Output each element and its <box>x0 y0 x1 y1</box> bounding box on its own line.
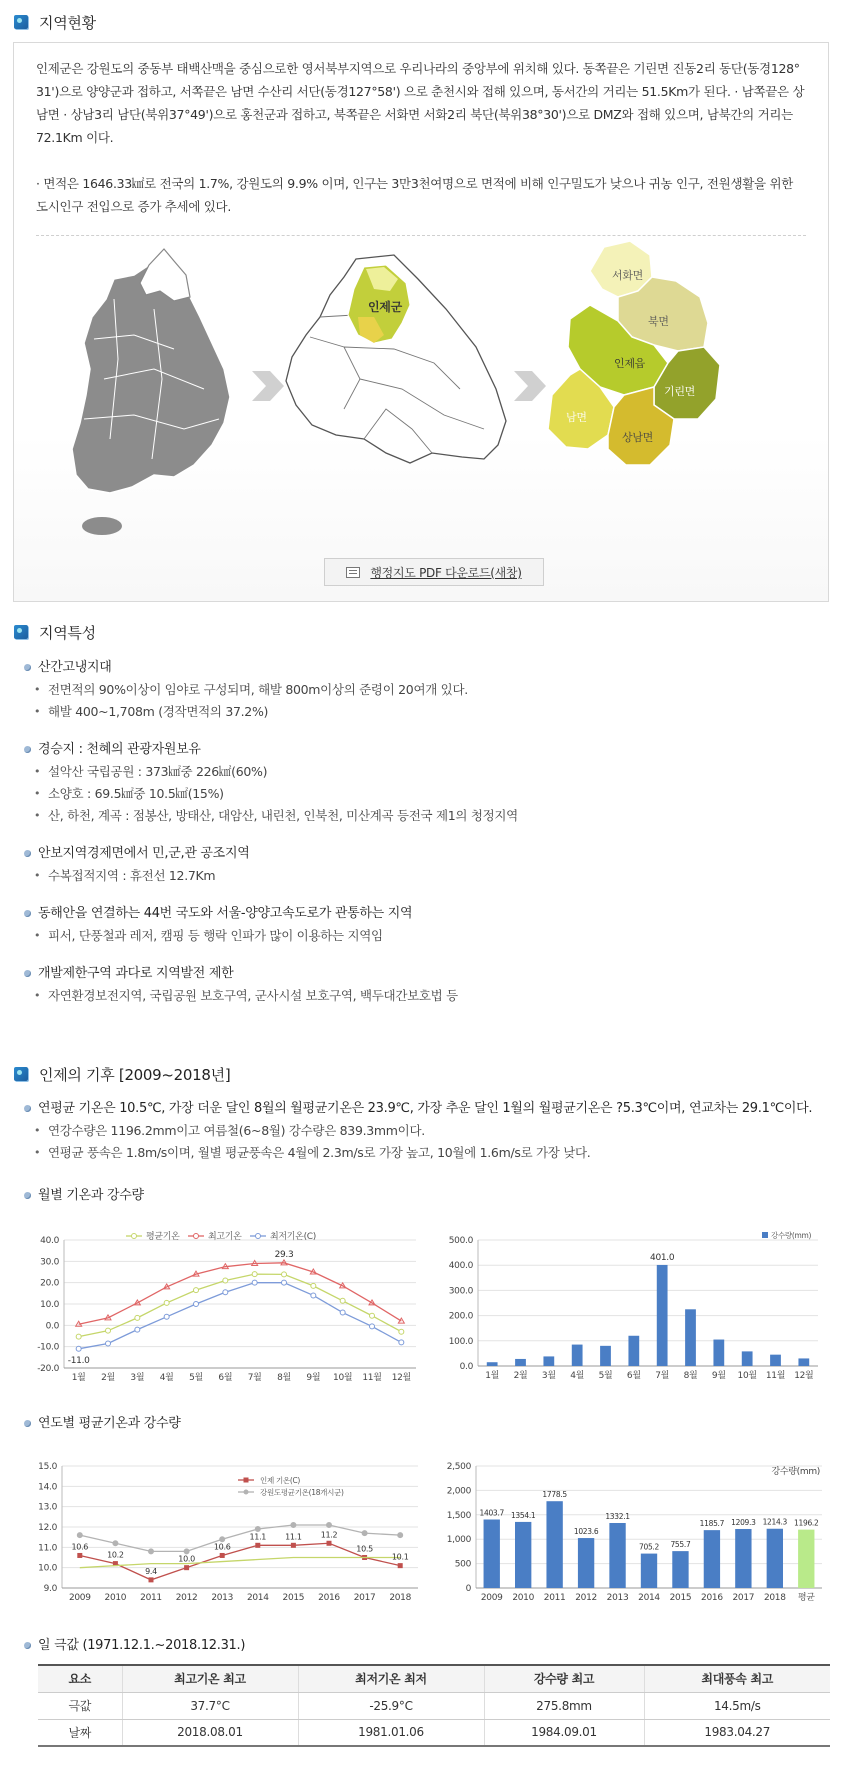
legend-label: 강수량(mm) <box>771 1231 812 1240</box>
region-status-box <box>13 42 829 602</box>
feature-item: • 피서, 단풍철과 레저, 캠핑 등 행락 인파가 많이 이용하는 지역임 <box>24 925 814 947</box>
table-header-row <box>38 1665 830 1692</box>
legend-swatch <box>762 1232 768 1238</box>
table-header-cell: 최대풍속 최고 <box>644 1665 830 1692</box>
x-tick-label: 2017 <box>732 1593 755 1603</box>
bullet-icon <box>14 1067 28 1081</box>
y-tick-label: 13.0 <box>38 1502 57 1513</box>
map-label-inje-eup: 인제읍 <box>614 357 645 370</box>
data-point <box>398 1533 403 1538</box>
data-label: 1332.1 <box>605 1511 630 1521</box>
data-label: 11.2 <box>320 1530 338 1540</box>
x-tick-label: 11월 <box>362 1373 382 1383</box>
feature-group <box>24 843 814 887</box>
map-label-sangnam: 상남면 <box>622 431 653 444</box>
data-point <box>164 1314 169 1319</box>
x-tick-label: 10월 <box>333 1373 353 1383</box>
y-tick-label: 9.0 <box>43 1584 57 1594</box>
x-tick-label: 2016 <box>318 1593 340 1603</box>
feature-group <box>24 903 814 947</box>
bullet-icon <box>14 15 28 29</box>
subtitle-extremes: 일 극값 (1971.12.1.~2018.12.31.) <box>24 1636 245 1656</box>
y-tick-label: -20.0 <box>37 1364 59 1374</box>
data-point <box>223 1290 228 1295</box>
x-tick-label: 5월 <box>598 1371 613 1381</box>
table-cell: -25.9°C <box>298 1692 484 1719</box>
data-label: 10.2 <box>107 1550 124 1560</box>
legend-marker <box>244 1490 249 1495</box>
x-tick-label: 2010 <box>512 1593 535 1603</box>
yearly-temperature-chart <box>34 1460 424 1610</box>
x-tick-label: 2009 <box>480 1593 503 1603</box>
data-label: 10.5 <box>356 1544 373 1554</box>
bar <box>578 1538 594 1588</box>
x-tick-label: 2월 <box>101 1373 115 1383</box>
x-tick-label: 2013 <box>211 1593 234 1603</box>
data-point <box>399 1329 404 1334</box>
data-point <box>252 1280 257 1285</box>
data-point <box>291 1522 296 1527</box>
data-label: 755.7 <box>670 1540 691 1550</box>
bar <box>628 1336 639 1366</box>
legend-marker <box>256 1234 261 1239</box>
data-point <box>164 1300 169 1305</box>
table-header-cell: 최고기온 최고 <box>122 1665 298 1692</box>
y-tick-label: 0 <box>465 1584 471 1594</box>
bar <box>767 1529 783 1588</box>
data-point <box>106 1328 111 1333</box>
data-label: 1214.3 <box>762 1517 788 1527</box>
table-cell: 1983.04.27 <box>644 1719 830 1746</box>
x-tick-label: 6월 <box>626 1371 641 1381</box>
data-point <box>194 1288 199 1293</box>
climate-item: • 연평균 풍속은 1.8m/s이며, 월별 평균풍속은 4월에 2.3m/s로 가장 높고, 10월에 1.6m/s로 가장 낮다. <box>24 1142 824 1164</box>
data-label: 9.4 <box>145 1566 157 1576</box>
feature-title: 개발제한구역 과다로 지역발전 제한 <box>24 963 814 985</box>
series-line <box>79 1263 402 1324</box>
data-point <box>282 1280 287 1285</box>
y-tick-label: 200.0 <box>448 1311 473 1322</box>
x-tick-label: 2월 <box>513 1371 528 1381</box>
bar <box>600 1346 611 1366</box>
gangwon-map <box>286 255 506 463</box>
y-tick-label: 0.0 <box>45 1321 59 1332</box>
table-header-cell: 최저기온 최저 <box>298 1665 484 1692</box>
data-label: 11.1 <box>249 1532 267 1542</box>
data-point <box>399 1340 404 1345</box>
y-tick-label: 20.0 <box>40 1278 59 1289</box>
data-point <box>184 1549 189 1554</box>
yearly-precipitation-chart <box>436 1460 826 1610</box>
section-title-region-status <box>14 12 96 32</box>
series-line <box>80 1543 400 1580</box>
legend-marker <box>132 1234 137 1239</box>
data-point <box>220 1537 225 1542</box>
bar <box>487 1362 498 1366</box>
data-point <box>255 1543 260 1548</box>
feature-item: • 산, 하천, 계곡 : 점봉산, 방태산, 대암산, 내린천, 인북천, 미산계곡 등전국 제1의 청정지역 <box>24 805 814 827</box>
bar <box>657 1265 668 1366</box>
table-header-cell: 강수량 최고 <box>484 1665 644 1692</box>
bullet-icon <box>14 625 28 639</box>
data-point <box>362 1531 367 1536</box>
x-tick-label: 2018 <box>389 1593 412 1603</box>
feature-group <box>24 963 814 1007</box>
jeju-island <box>82 517 122 535</box>
subtitle-yearly: 연도별 평균기온과 강수량 <box>24 1414 181 1434</box>
section-title-region-features <box>14 622 96 642</box>
table-cell: 37.7°C <box>122 1692 298 1719</box>
x-tick-label: 4월 <box>570 1371 585 1381</box>
table-cell: 14.5m/s <box>644 1692 830 1719</box>
data-label: 10.0 <box>178 1554 195 1564</box>
data-point <box>327 1541 332 1546</box>
y-tick-label: 10.0 <box>38 1563 57 1574</box>
data-point <box>106 1341 111 1346</box>
arrow-icon <box>252 371 284 401</box>
data-point <box>149 1577 154 1582</box>
table-cell: 날짜 <box>38 1719 122 1746</box>
data-point <box>76 1334 81 1339</box>
x-tick-label: 2012 <box>575 1593 597 1603</box>
divider <box>36 235 806 236</box>
data-label: 29.3 <box>274 1249 294 1260</box>
climate-item: 연평균 기온은 10.5℃, 가장 더운 달인 8월의 월평균기온은 23.9℃, 가장 추운 달인 1월의 월평균기온은 ?5.3℃이며, 연교차는 29.1℃이다. <box>24 1098 824 1120</box>
bar <box>798 1358 809 1366</box>
x-tick-label: 2012 <box>175 1593 198 1603</box>
data-point <box>327 1522 332 1527</box>
x-tick-label: 9월 <box>711 1371 726 1381</box>
data-label: 11.1 <box>285 1532 302 1542</box>
data-point <box>398 1563 403 1568</box>
data-point <box>291 1543 296 1548</box>
monthly-temperature-chart <box>34 1226 424 1386</box>
x-tick-label: 2015 <box>282 1593 305 1603</box>
legend-marker <box>244 1478 249 1483</box>
y-tick-label: 500.0 <box>448 1236 473 1246</box>
data-point <box>194 1302 199 1307</box>
map-label-seohwa: 서화면 <box>612 269 643 282</box>
data-label: 1023.6 <box>573 1527 599 1537</box>
x-tick-label: 평균 <box>797 1593 815 1603</box>
data-point <box>113 1541 118 1546</box>
x-tick-label: 2016 <box>701 1593 723 1603</box>
feature-list <box>24 657 814 1023</box>
map-illustration <box>14 239 830 569</box>
data-point <box>220 1553 225 1558</box>
x-tick-label: 11월 <box>765 1371 786 1381</box>
pdf-download-button[interactable] <box>324 558 544 586</box>
x-tick-label: 8월 <box>277 1373 291 1383</box>
data-label: 1778.5 <box>542 1490 567 1500</box>
y-tick-label: 0.0 <box>459 1362 473 1372</box>
legend-marker <box>194 1234 199 1239</box>
bar <box>770 1355 781 1366</box>
map-label-buk: 북면 <box>648 315 669 328</box>
y-tick-label: 2,500 <box>446 1462 471 1472</box>
feature-item: • 전면적의 90%이상이 임야로 구성되며, 해발 800m이상의 준령이 20여개 있다. <box>24 679 814 701</box>
extremes-table <box>38 1664 830 1747</box>
y-tick-label: 11.0 <box>38 1543 57 1554</box>
data-point <box>76 1346 81 1351</box>
data-point <box>77 1553 82 1558</box>
table-cell: 1981.01.06 <box>298 1719 484 1746</box>
document-icon <box>346 567 360 578</box>
data-point <box>255 1527 260 1532</box>
x-tick-label: 10월 <box>737 1371 757 1381</box>
data-label: 705.2 <box>639 1542 659 1552</box>
x-tick-label: 7월 <box>247 1373 262 1383</box>
bar <box>515 1359 526 1366</box>
data-point <box>223 1278 228 1283</box>
pdf-download-label: 행정지도 PDF 다운로드(새창) <box>370 565 522 580</box>
section-title-text: 지역현황 <box>39 13 96 32</box>
y-tick-label: 15.0 <box>38 1462 57 1472</box>
bar <box>735 1529 751 1588</box>
x-tick-label: 2010 <box>104 1593 127 1603</box>
x-tick-label: 3월 <box>130 1373 145 1383</box>
monthly-precipitation-chart <box>436 1226 826 1386</box>
data-point <box>184 1565 189 1570</box>
y-tick-label: 100.0 <box>448 1336 473 1347</box>
map-label-inje-gun: 인제군 <box>368 300 402 314</box>
x-tick-label: 2011 <box>543 1593 566 1603</box>
feature-item: • 수복접적지역 : 휴전선 12.7Km <box>24 865 814 887</box>
table-cell: 극값 <box>38 1692 122 1719</box>
climate-item: • 연강수량은 1196.2mm이고 여름철(6~8월) 강수량은 839.3mm이다. <box>24 1120 824 1142</box>
legend-label: 평균기온 <box>146 1232 180 1242</box>
x-tick-label: 2015 <box>669 1593 692 1603</box>
table-cell: 275.8mm <box>484 1692 644 1719</box>
bar <box>543 1356 554 1366</box>
y-tick-label: 500 <box>454 1559 471 1570</box>
data-point <box>135 1315 140 1320</box>
x-tick-label: 7월 <box>655 1371 670 1381</box>
arrow-icon <box>514 371 546 401</box>
bar <box>742 1351 753 1366</box>
legend-label: 강수량(mm) <box>771 1467 820 1477</box>
map-label-nam: 남면 <box>566 411 587 424</box>
feature-item: • 소양호 : 69.5㎢중 10.5㎢(15%) <box>24 783 814 805</box>
data-label: 1354.1 <box>510 1510 536 1520</box>
data-point <box>77 1533 82 1538</box>
bar <box>572 1345 583 1366</box>
x-tick-label: 6월 <box>218 1373 233 1383</box>
intro-paragraph-1: 인제군은 강원도의 중동부 태백산맥을 중심으로한 영서북부지역으로 우리나라의 중앙부에 위치해 있다. 동쪽끝은 기린면 진동2리 동단(동경128° 31')으로 양양군과 접하고, 서쪽끝은 남면 수산리 서단(동경127°58') 으로 춘천시와 접해 있으며, 동서간의 거리는 51.5Km가 된다. · 남쪽끝은 상남면 · 상남3리 남단(북위37°49')으로 홍천군과 접하고, 북쪽끝은 서화면 서화2리 북단(북위38°30')으로 DMZ와 접해 있으며, 남북간의 거리는 72.1Km 이다. <box>36 61 805 145</box>
y-tick-label: 30.0 <box>40 1257 59 1268</box>
y-tick-label: 14.0 <box>38 1482 57 1493</box>
table-row <box>38 1692 830 1719</box>
section-title-text: 지역특성 <box>39 623 96 642</box>
bar <box>798 1530 814 1588</box>
feature-item: • 자연환경보전지역, 국립공원 보호구역, 군사시설 보호구역, 백두대간보호법 등 <box>24 985 814 1007</box>
x-tick-label: 2011 <box>140 1593 162 1603</box>
north-border-area <box>140 249 190 301</box>
data-label: 10.6 <box>71 1542 89 1552</box>
x-tick-label: 3월 <box>541 1371 556 1381</box>
x-tick-label: 8월 <box>683 1371 698 1381</box>
x-tick-label: 9월 <box>306 1373 321 1383</box>
section-title-climate <box>14 1064 230 1084</box>
bar <box>672 1551 688 1588</box>
data-point <box>135 1327 140 1332</box>
section-title-text: 인제의 기후 [2009~2018년] <box>39 1065 231 1084</box>
subtitle-monthly: 월별 기온과 강수량 <box>24 1186 144 1206</box>
x-tick-label: 1월 <box>71 1373 86 1383</box>
y-tick-label: 2,000 <box>446 1486 471 1497</box>
feature-group <box>24 657 814 723</box>
x-tick-label: 2018 <box>763 1593 786 1603</box>
feature-title: 산간고냉지대 <box>24 657 814 679</box>
data-point <box>311 1283 316 1288</box>
data-label: -11.0 <box>67 1355 90 1366</box>
feature-item: • 설악산 국립공원 : 373㎢중 226㎢(60%) <box>24 761 814 783</box>
x-tick-label: 12월 <box>794 1371 814 1381</box>
data-label: 1209.3 <box>731 1517 756 1527</box>
feature-group <box>24 739 814 827</box>
intro-text <box>36 57 806 218</box>
bar <box>484 1519 500 1588</box>
bar <box>609 1523 625 1588</box>
y-tick-label: 1,000 <box>446 1535 471 1546</box>
data-point <box>340 1310 345 1315</box>
series-line <box>80 1558 400 1568</box>
data-point <box>370 1324 375 1329</box>
data-point <box>311 1293 316 1298</box>
x-tick-label: 2014 <box>246 1593 269 1603</box>
inje-detail-map <box>548 241 720 465</box>
legend-label: 강원도평균기온(18개시군) <box>260 1488 344 1497</box>
x-tick-label: 5월 <box>189 1373 203 1383</box>
bar <box>641 1554 657 1588</box>
data-point <box>282 1272 287 1277</box>
feature-title: 경승지 : 천혜의 관광자원보유 <box>24 739 814 761</box>
table-header-cell: 요소 <box>38 1665 122 1692</box>
climate-list <box>24 1098 824 1164</box>
bar <box>685 1309 696 1366</box>
bar <box>713 1340 724 1366</box>
x-tick-label: 4월 <box>159 1373 174 1383</box>
y-tick-label: 400.0 <box>448 1261 473 1272</box>
table-cell: 2018.08.01 <box>122 1719 298 1746</box>
korea-map <box>72 249 230 535</box>
x-tick-label: 2017 <box>353 1593 376 1603</box>
feature-title: 안보지역경제면에서 민,군,관 공조지역 <box>24 843 814 865</box>
data-label: 1185.7 <box>699 1519 725 1529</box>
data-point <box>370 1313 375 1318</box>
data-label: 1196.2 <box>794 1518 819 1528</box>
feature-title: 동해안을 연결하는 44번 국도와 서울-양양고속도로가 관통하는 지역 <box>24 903 814 925</box>
x-tick-label: 2009 <box>68 1593 91 1603</box>
y-tick-label: 300.0 <box>448 1286 473 1297</box>
series-line <box>79 1274 402 1337</box>
legend-label: 최저기온(C) <box>270 1232 316 1242</box>
bar <box>515 1522 531 1588</box>
legend-label: 최고기온 <box>208 1232 242 1242</box>
y-tick-label: 1,500 <box>446 1510 471 1521</box>
map-label-girin: 기린면 <box>664 385 695 398</box>
intro-paragraph-2: · 면적은 1646.33㎢로 전국의 1.7%, 강원도의 9.9% 이며, 인구는 3만3천여명으로 면적에 비해 인구밀도가 낮으나 귀농 인구, 전원생활을 위한 도시인구 전입으로 증가 추세에 있다. <box>36 176 794 214</box>
table-cell: 1984.09.01 <box>484 1719 644 1746</box>
x-tick-label: 12월 <box>391 1373 411 1383</box>
x-tick-label: 1월 <box>485 1371 500 1381</box>
y-tick-label: 10.0 <box>40 1300 59 1310</box>
legend-label: 인제 기온(C) <box>260 1476 301 1485</box>
y-tick-label: 12.0 <box>38 1523 57 1533</box>
data-label: 1403.7 <box>479 1508 504 1518</box>
feature-item: • 해발 400~1,708m (경작면적의 37.2%) <box>24 701 814 723</box>
data-label: 10.6 <box>213 1542 231 1552</box>
y-tick-label: 40.0 <box>40 1236 59 1246</box>
data-label: 10.1 <box>391 1552 409 1562</box>
y-tick-label: -10.0 <box>37 1342 59 1353</box>
x-tick-label: 2014 <box>638 1593 660 1603</box>
x-tick-label: 2013 <box>606 1593 629 1603</box>
data-point <box>340 1298 345 1303</box>
bar <box>704 1530 720 1588</box>
data-point <box>149 1549 154 1554</box>
data-point <box>252 1272 257 1277</box>
bar <box>546 1501 562 1588</box>
data-label: 401.0 <box>650 1252 675 1263</box>
table-row <box>38 1719 830 1746</box>
